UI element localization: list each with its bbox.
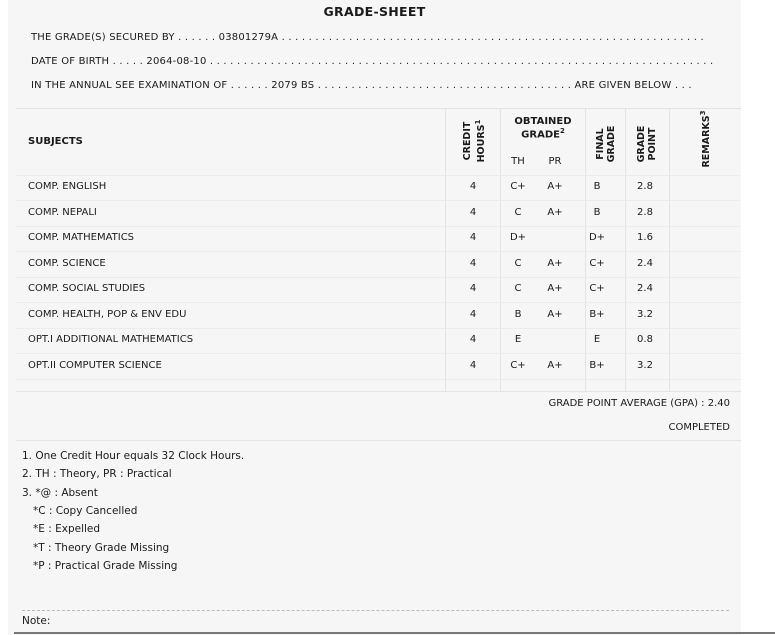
remarks-header: REMARKS$^3$ [699,110,713,168]
row-divider [16,328,741,329]
final-grade: E [593,334,601,345]
pr-header: PR [548,156,562,167]
pr-grade: A+ [547,309,563,320]
pr-grade: A+ [547,181,563,192]
subjects-header: SUBJECTS [28,136,83,147]
pr-grade: A+ [547,283,563,294]
grade-point: 0.8 [637,334,653,345]
row-divider [16,200,741,201]
header-bottom-border [16,175,741,176]
final-grade: B+ [589,309,605,320]
pr-grade: A+ [547,258,563,269]
th-grade: E [514,334,522,345]
th-grade: D+ [509,232,527,243]
credit-hours: 4 [469,283,477,294]
grade-point: 1.6 [637,232,653,243]
grade-point: 2.8 [637,207,653,218]
credit-hours: 4 [469,181,477,192]
row-divider [16,379,741,380]
final-grade: B [593,207,601,218]
obtained-grade-header: OBTAINED GRADE$^2$ [514,116,572,141]
note-item: 2. TH : Theory, PR : Practical [22,468,172,480]
grade-point: 2.8 [637,181,653,192]
subject-name: OPT.I ADDITIONAL MATHEMATICS [28,334,194,345]
th-grade: C+ [510,360,526,371]
subject-name: COMP. NEPALI [28,207,97,218]
pr-grade: A+ [547,360,563,371]
credit-hours: 4 [469,207,477,218]
note-item: 3. *@ : Absent [22,487,98,499]
final-grade: C+ [589,258,605,269]
row-divider [16,226,741,227]
column-divider [445,108,446,391]
note-item: 1. One Credit Hour equals 32 Clock Hours. [22,450,245,462]
grade-point: 2.4 [637,258,653,269]
note-label: Note: [22,615,51,627]
final-grade: C+ [589,283,605,294]
grade-sheet [8,0,741,635]
table-top-border [16,108,741,109]
credit-hours: 4 [469,334,477,345]
bottom-border [14,632,775,634]
row-divider [16,277,741,278]
final-grade: D+ [588,232,606,243]
subject-name: COMP. MATHEMATICS [28,232,135,243]
th-grade: C+ [510,181,526,192]
final-grade: B+ [589,360,605,371]
note-item: *T : Theory Grade Missing [33,542,170,554]
column-divider [500,108,501,391]
grade-point-header: GRADE POINT [636,125,658,163]
date-of-birth-line: DATE OF BIRTH . . . . . 2064-08-10 . . . . . . . . . . . . . . . . . . . . . . . . . . . . . . . . . . . . . . . . . . . . . . . . . . . . . . . . . . . . . . . . . . . . . . . . . . . [31,56,714,67]
note-item: *C : Copy Cancelled [33,505,138,517]
dashed-divider [22,610,729,611]
column-divider [669,108,670,391]
table-bottom-border [16,391,741,392]
row-divider [16,251,741,252]
subject-name: OPT.II COMPUTER SCIENCE [28,360,162,371]
th-grade: C [514,258,522,269]
grade-point: 3.2 [637,309,653,320]
column-divider [585,108,586,391]
th-grade: C [514,283,522,294]
subject-name: COMP. SCIENCE [28,258,106,269]
sheet-title: GRADE-SHEET [323,4,426,19]
row-divider [16,302,741,303]
column-divider [625,108,626,391]
credit-hours: 4 [469,232,477,243]
note-item: *E : Expelled [33,523,101,535]
credit-hours: 4 [469,309,477,320]
credit-hours: 4 [469,258,477,269]
th-header: TH [511,156,525,167]
grade-point: 2.4 [637,283,653,294]
gpa-summary: GRADE POINT AVERAGE (GPA) : 2.40 [548,398,730,409]
final-grade-header: FINAL GRADE [595,125,617,163]
note-item: *P : Practical Grade Missing [33,560,178,572]
pr-grade: A+ [547,207,563,218]
credit-hours-header: CREDIT HOURS$^1$ [462,119,488,163]
subject-name: COMP. ENGLISH [28,181,107,192]
exam-line: IN THE ANNUAL SEE EXAMINATION OF . . . . . . 2079 BS . . . . . . . . . . . . . . . . . . . . . . . . . . . . . . . . . . . . . . ARE GIVEN BELOW . . . [31,80,692,91]
subject-name: COMP. HEALTH, POP & ENV EDU [28,309,187,320]
credit-hours: 4 [469,360,477,371]
secured-by-line: THE GRADE(S) SECURED BY . . . . . . 03801279A . . . . . . . . . . . . . . . . . . . . . . . . . . . . . . . . . . . . . . . . . . . . . . . . . . . . . . . . . . . . . . . [31,32,704,43]
th-grade: B [514,309,522,320]
grade-point: 3.2 [637,360,653,371]
result-status: COMPLETED [668,422,730,433]
subject-name: COMP. SOCIAL STUDIES [28,283,146,294]
th-grade: C [514,207,522,218]
section-divider [16,440,741,441]
final-grade: B [593,181,601,192]
row-divider [16,353,741,354]
